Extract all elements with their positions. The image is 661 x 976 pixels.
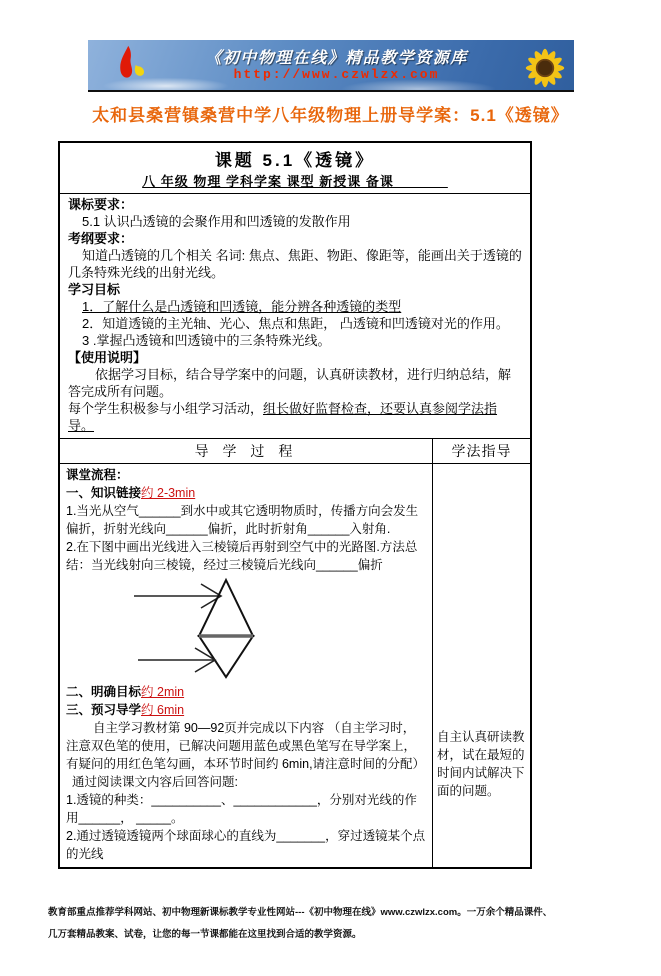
exam-requirements-label: 考纲要求： <box>68 231 134 246</box>
footer-line: 教育部重点推荐学科网站、初中物理新课标教学专业性网站---《初中物理在线》www.czwlzx.com。一万余个精品课件、 <box>48 907 553 918</box>
guide-advice-text: 自主认真研读教材，试在最短的时间内试解决下面的问题。 <box>437 730 525 798</box>
learning-goals-label: 学习目标 <box>68 282 121 297</box>
step-clarify-goals <box>66 683 427 701</box>
flame-logo-icon <box>114 43 152 88</box>
column-headers-row <box>60 439 530 464</box>
step-preview-guide <box>66 701 427 719</box>
reading-prompt: 通过阅读课文内容后回答问题: <box>72 775 238 789</box>
footer-line: 几万套精品教案、试卷，让您的每一节课都能在这里找到合适的教学资源。 <box>48 929 362 940</box>
lesson-title: 课题 5.1《透镜》 <box>214 151 376 170</box>
selfstudy-instructions: 自主学习教材第 90—92页并完成以下内容 （自主学习时，注意双色笔的使用，已解决问题用蓝色或黑色笔写在导学案上，有疑问的用红色笔勾画，本环节时间约 6min,请注意时间的分配） <box>66 721 426 771</box>
footer <box>48 907 630 942</box>
process-column <box>60 464 433 867</box>
class-flow-label: 课堂流程： <box>66 468 129 482</box>
step-label: 三、预习导学 <box>66 703 142 717</box>
standard-requirements-text: 5.1 认识凸透镜的会聚作用和凹透镜的发散作用 <box>82 214 351 229</box>
usage-notes-label: 【使用说明】 <box>68 350 147 365</box>
requirements-section <box>60 194 530 439</box>
sunflower-icon <box>522 46 568 95</box>
learning-goal-item: 2．知道透镜的主光轴、光心、焦点和焦距， 凸透镜和凹透镜对光的作用。 <box>82 316 509 331</box>
usage-note-plain: 每个学生积极参与小组学习活动， <box>68 401 264 416</box>
usage-notes-text: 依据学习目标，结合导学案中的问题，认真研读教材，进行归纳总结，解答完成所有问题。 <box>68 367 512 399</box>
exam-requirements-text: 知道凸透镜的几个相关 名词: 焦点、焦距、物距、像距等，能画出关于透镜的几条特殊光线的出射光线。 <box>68 248 522 280</box>
standard-requirements-label: 课标要求： <box>68 197 134 212</box>
prism-light-diagram <box>96 577 326 681</box>
reading-question-types: 1.透镜的种类：__________、____________，分别对光线的作用______， _____。 <box>66 793 417 825</box>
guide-column-header: 学法指导 <box>451 443 512 459</box>
question-refraction: 1.当光从空气______到水中或其它透明物质时，传播方向会发生偏折，折射光线向______偏折，此时折射角______入射角. <box>66 504 419 536</box>
guide-spacer <box>437 466 526 728</box>
site-banner[interactable] <box>88 40 574 92</box>
step-label: 一、知识链接 <box>66 486 142 500</box>
usage-note-underlined: 组长做好监督检查，还要认真参阅学法指导。 <box>68 401 498 433</box>
banner-site-title: 《初中物理在线》精品教学资源库 <box>205 49 468 67</box>
step-time-badge: 约 6min <box>141 703 185 717</box>
step-time-badge: 约 2-3min <box>141 486 196 500</box>
guide-column <box>433 464 530 867</box>
banner-site-url[interactable]: http://www.czwlzx.com <box>233 67 440 83</box>
step-knowledge-link <box>66 484 427 502</box>
step-time-badge: 约 2min <box>141 685 185 699</box>
banner-text-block <box>152 48 522 83</box>
question-prism: 2.在下图中画出光线进入三棱镜后再射到空气中的光路图.方法总结：当光线射向三棱镜，经过三棱镜后光线向______偏折 <box>66 540 418 572</box>
learning-goal-item: 3 .掌握凸透镜和凹透镜中的三条特殊光线。 <box>82 333 331 348</box>
lesson-table <box>58 141 532 869</box>
lesson-header <box>60 143 530 194</box>
process-column-header: 导 学 过 程 <box>60 439 433 463</box>
usage-note-line <box>68 400 522 434</box>
page-title: 太和县桑营镇桑营中学八年级物理上册导学案：5.1《透镜》 <box>92 106 569 125</box>
lesson-subtitle: 八 年级 物理 学科学案 课型 新授课 备课 ______ <box>142 174 448 189</box>
reading-question-axis: 2.通过透镜透镜两个球面球心的直线为_______，穿过透镜某个点的光线 <box>66 829 426 861</box>
table-body-row <box>60 464 530 867</box>
learning-goal-item: 1．了解什么是凸透镜和凹透镜，能分辨各种透镜的类型 <box>82 299 402 314</box>
step-label: 二、明确目标 <box>66 685 142 699</box>
lower-prism <box>199 636 253 677</box>
